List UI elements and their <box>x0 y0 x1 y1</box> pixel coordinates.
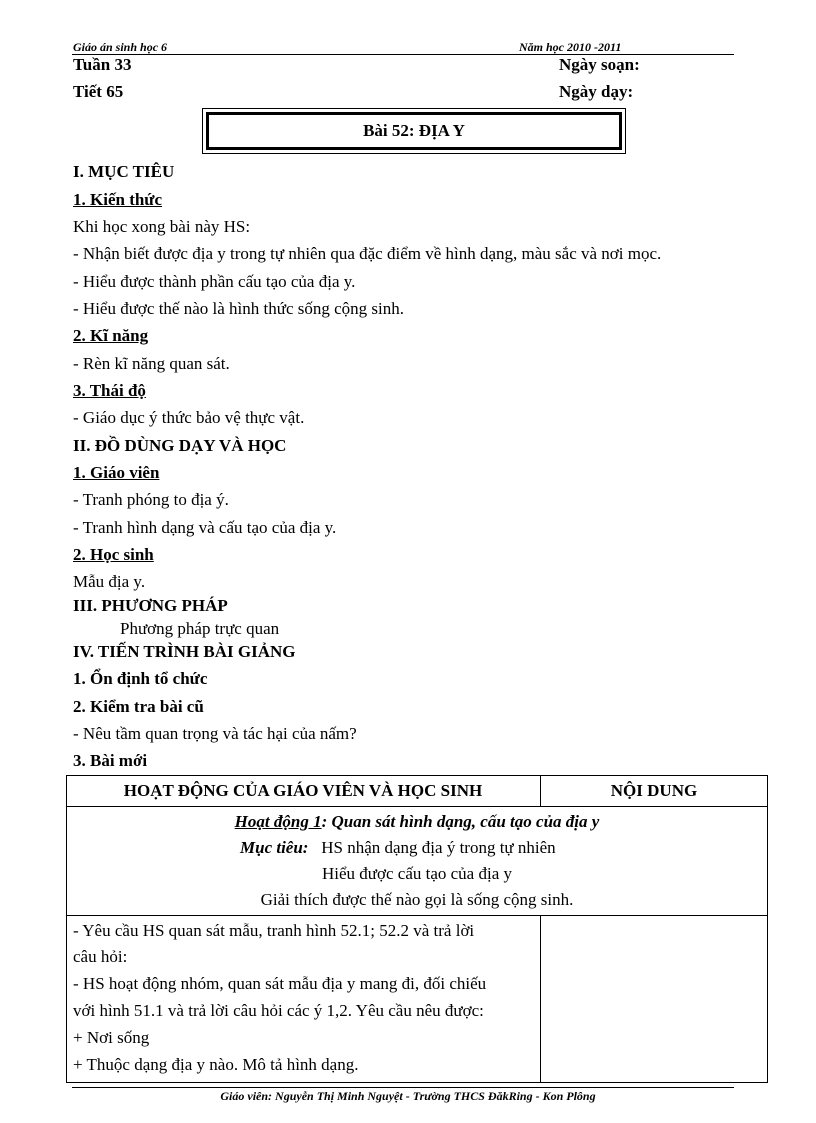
section-1-3-heading: 3. Thái độ <box>73 381 146 400</box>
activity-label: Hoạt động 1 <box>234 812 322 831</box>
table-border-top <box>66 775 768 776</box>
activity-heading <box>66 812 768 832</box>
teach-date-label: Ngày dạy: <box>559 82 634 101</box>
table-header-content: NỘI DUNG <box>610 781 698 800</box>
table-row-line-4: với hình 51.1 và trả lời câu hỏi các ý 1,2. Yêu cầu nêu được: <box>73 1001 484 1020</box>
goal-2: Hiểu được cấu tạo của địa y <box>321 864 512 883</box>
table-row-line-1: - Yêu cầu HS quan sát mẫu, tranh hình 52.1; 52.2 và trả lời <box>73 921 475 940</box>
table-border-bottom <box>66 1082 768 1083</box>
section-4-1-heading: 1. Ổn định tổ chức <box>73 669 208 688</box>
section-1-1-bullet-3: - Hiểu được thế nào là hình thức sống cộng sinh. <box>73 299 404 318</box>
section-1-3-bullet-1: - Giáo dục ý thức bảo vệ thực vật. <box>73 408 305 427</box>
table-header-activities: HOẠT ĐỘNG CỦA GIÁO VIÊN VÀ HỌC SINH <box>123 781 483 800</box>
section-1-2-heading: 2. Kĩ năng <box>73 326 149 345</box>
section-1-2-bullet-1: - Rèn kĩ năng quan sát. <box>73 354 230 373</box>
goal-line-1 <box>240 838 556 858</box>
table-activity-divider <box>66 915 768 916</box>
section-2-2-heading: 2. Học sinh <box>73 545 154 564</box>
footer-text: Giáo viên: Nguyễn Thị Minh Nguyệt - Trường THCS ĐăkRing - Kon Plông <box>220 1089 596 1103</box>
section-1-1-bullet-1: - Nhận biết được địa y trong tự nhiên qua đặc điểm về hình dạng, màu sắc và nơi mọc. <box>73 244 662 263</box>
section-4-2-bullet-1: - Nêu tầm quan trọng và tác hại của nấm? <box>73 724 357 743</box>
section-1-1-heading: 1. Kiến thức <box>73 190 163 209</box>
section-3-heading: III. PHƯƠNG PHÁP <box>73 596 228 615</box>
footer-rule <box>72 1087 734 1088</box>
activity-title: : Quan sát hình dạng, cấu tạo của địa y <box>321 812 600 831</box>
goal-1: HS nhận dạng địa ý trong tự nhiên <box>321 838 556 857</box>
table-header-divider <box>66 806 768 807</box>
table-row-line-2: câu hỏi: <box>73 947 128 966</box>
title-box <box>202 108 626 154</box>
week-label: Tuần 33 <box>73 55 132 74</box>
section-1-1-bullet-2: - Hiểu được thành phần cấu tạo của địa y. <box>73 272 356 291</box>
table-row-line-3: - HS hoạt động nhóm, quan sát mẫu địa y mang đi, đối chiếu <box>73 974 487 993</box>
goal-3: Giải thích được thế nào gọi là sống cộng sinh. <box>260 890 574 909</box>
table-content-col-divider <box>540 915 541 1083</box>
section-4-3-heading: 3. Bài mới <box>73 751 148 770</box>
header-left: Giáo án sinh học 6 <box>73 40 168 54</box>
section-4-2-heading: 2. Kiểm tra bài cũ <box>73 697 204 716</box>
section-1-1-intro: Khi học xong bài này HS: <box>73 217 251 236</box>
section-1-heading: I. MỤC TIÊU <box>73 162 175 181</box>
prep-date-label: Ngày soạn: <box>559 55 640 74</box>
section-2-1-bullet-2: - Tranh hình dạng và cấu tạo của địa y. <box>73 518 337 537</box>
period-label: Tiết 65 <box>73 82 124 101</box>
page-title: Bài 52: ĐỊA Y <box>206 112 622 150</box>
section-2-heading: II. ĐỒ DÙNG DẠY VÀ HỌC <box>73 436 287 455</box>
table-row-line-6: + Thuộc dạng địa y nào. Mô tả hình dạng. <box>73 1055 359 1074</box>
section-2-1-heading: 1. Giáo viên <box>73 463 160 482</box>
goal-label: Mục tiêu: <box>240 838 309 857</box>
lesson-table <box>66 775 768 1083</box>
section-3-bullet-1: Phương pháp trực quan <box>120 619 280 638</box>
section-2-1-bullet-1: - Tranh phóng to địa ý. <box>73 490 229 509</box>
header-right: Năm học 2010 -2011 <box>519 40 622 54</box>
section-4-heading: IV. TIẾN TRÌNH BÀI GIẢNG <box>73 642 296 661</box>
table-row-line-5: + Nơi sống <box>73 1028 150 1047</box>
section-2-2-bullet-1: Mẫu địa y. <box>73 572 146 591</box>
